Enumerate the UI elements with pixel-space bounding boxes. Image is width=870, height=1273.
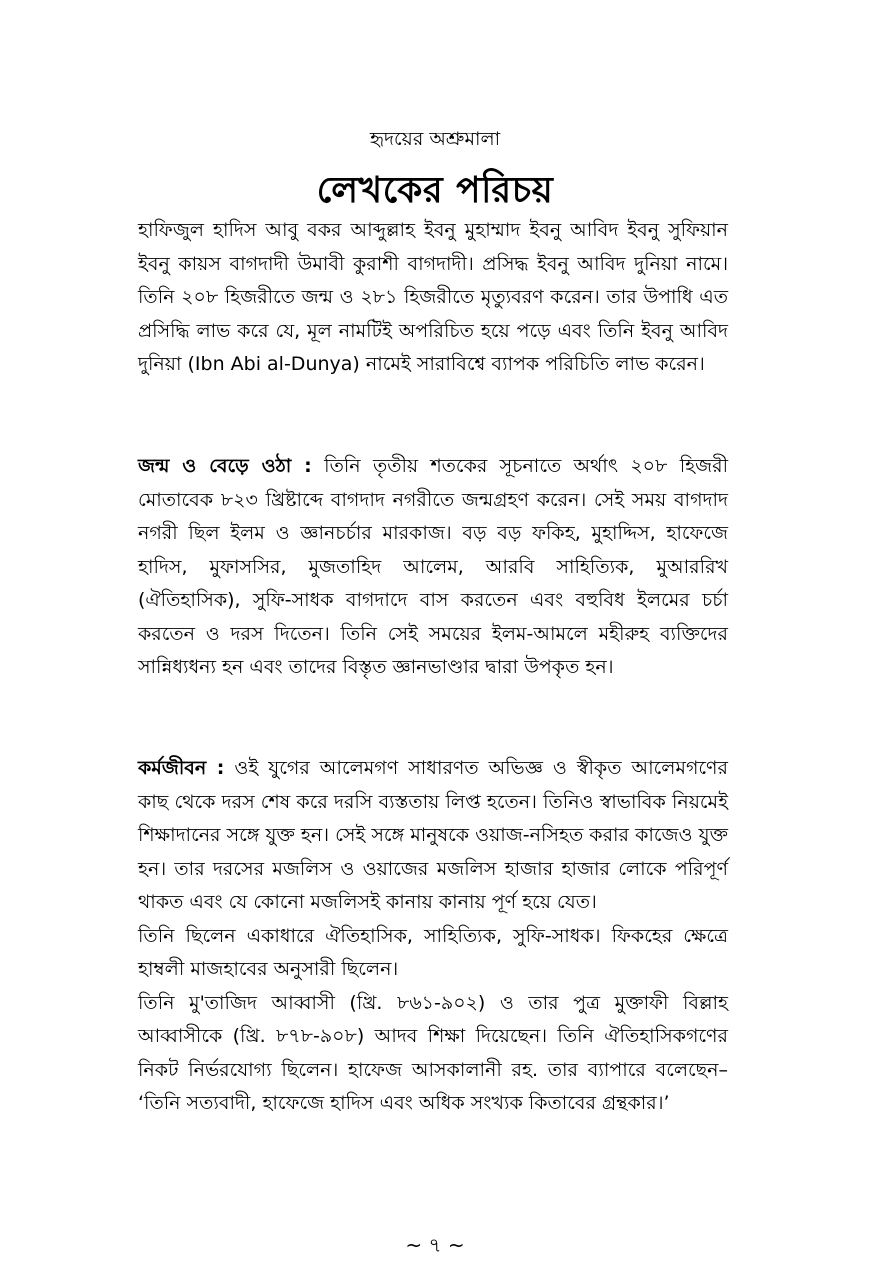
running-header: হৃদয়ের অশ্রুমালা <box>369 128 501 150</box>
intro-paragraph: হাফিজুল হাদিস আবু বকর আব্দুল্লাহ ইবনু মুহাম্মাদ ইবনু আবিদ ইবনু সুফিয়ান ইবনু কায়স বাগদাদী উমাবী কুরাশী বাগদাদী। প্রসিদ্ধ ইবনু আবিদ দুনিয়া নামে। তিনি ২০৮ হিজরীতে জন্ম ও ২৮১ হিজরীতে মৃত্যুবরণ করেন। তার উপাধি এত প্রসিদ্ধি লাভ করে যে, মূল নামটিই অপরিচিত হয়ে পড়ে এবং তিনি ইবনু আবিদ দুনিয়া (Ibn Abi al-Dunya) নামেই সারাবিশ্বে ব্যাপক পরিচিতি লাভ করেন। <box>138 219 728 375</box>
career-paragraph-2: তিনি ছিলেন একাধারে ঐতিহাসিক, সাহিত্যিক, সুফি-সাধক। ফিকহের ক্ষেত্রে হাম্বলী মাজহাবের অনুসারী ছিলেন। <box>138 924 728 980</box>
birth-paragraph <box>138 450 728 685</box>
career-heading: কর্মজীবন : <box>138 757 225 779</box>
career-paragraph <box>138 752 728 920</box>
chapter-title: লেখকের পরিচয় <box>316 170 554 211</box>
intro-section <box>138 214 728 382</box>
career-text: ওই যুগের আলেমগণ সাধারণত অভিজ্ঞ ও স্বীকৃত আলেমগণের কাছ থেকে দরস শেষ করে দরসি ব্যস্ততায় লিপ্ত হতেন। তিনিও স্বাভাবিক নিয়মেই শিক্ষাদানের সঙ্গে যুক্ত হন। সেই সঙ্গে মানুষকে ওয়াজ-নসিহত করার কাজেও যুক্ত হন। তার দরসের মজলিস ও ওয়াজের মজলিস হাজার হাজার লোকে পরিপূর্ণ থাকত এবং যে কোনো মজলিসই কানায় কানায় পূর্ণ হয়ে যেত। <box>138 757 728 913</box>
page-number: ~ ৭ ~ <box>405 1233 465 1257</box>
birth-heading: জন্ম ও বেড়ে ওঠা : <box>138 455 312 477</box>
career-section <box>138 752 728 1121</box>
career-paragraph-3: তিনি মু'তাজিদ আব্বাসী (খ্রি. ৮৬১-৯০২) ও তার পুত্র মুক্তাফী বিল্লাহ আব্বাসীকে (খ্রি. ৮৭৮-৯০৮) আদব শিক্ষা দিয়েছেন। তিনি ঐতিহাসিকগণের নিকট নির্ভরযোগ্য ছিলেন। হাফেজ আসকালানী রহ. তার ব্যাপারে বলেছেন– ‘তিনি সত্যবাদী, হাফেজে হাদিস এবং অধিক সংখ্যক কিতাবের গ্রন্থকার।’ <box>138 991 728 1114</box>
birth-section <box>138 450 728 685</box>
birth-text: তিনি তৃতীয় শতকের সূচনাতে অর্থাৎ ২০৮ হিজরী মোতাবেক ৮২৩ খ্রিষ্টাব্দে বাগদাদ নগরীতে জন্মগ্রহণ করেন। সেই সময় বাগদাদ নগরী ছিল ইলম ও জ্ঞানচর্চার মারকাজ। বড় বড় ফকিহ, মুহাদ্দিস, হাফেজে হাদিস, মুফাসসির, মুজতাহিদ আলেম, আরবি সাহিত্যিক, মুআররিখ (ঐতিহাসিক), সুফি-সাধক বাগদাদে বাস করতেন এবং বহুবিধ ইলমের চর্চা করতেন ও দরস দিতেন। তিনি সেই সময়ের ইলম-আমলে মহীরুহ ব্যক্তিদের সান্নিধ্যধন্য হন এবং তাদের বিস্তৃত জ্ঞানভাণ্ডার দ্বারা উপকৃত হন। <box>138 455 729 678</box>
